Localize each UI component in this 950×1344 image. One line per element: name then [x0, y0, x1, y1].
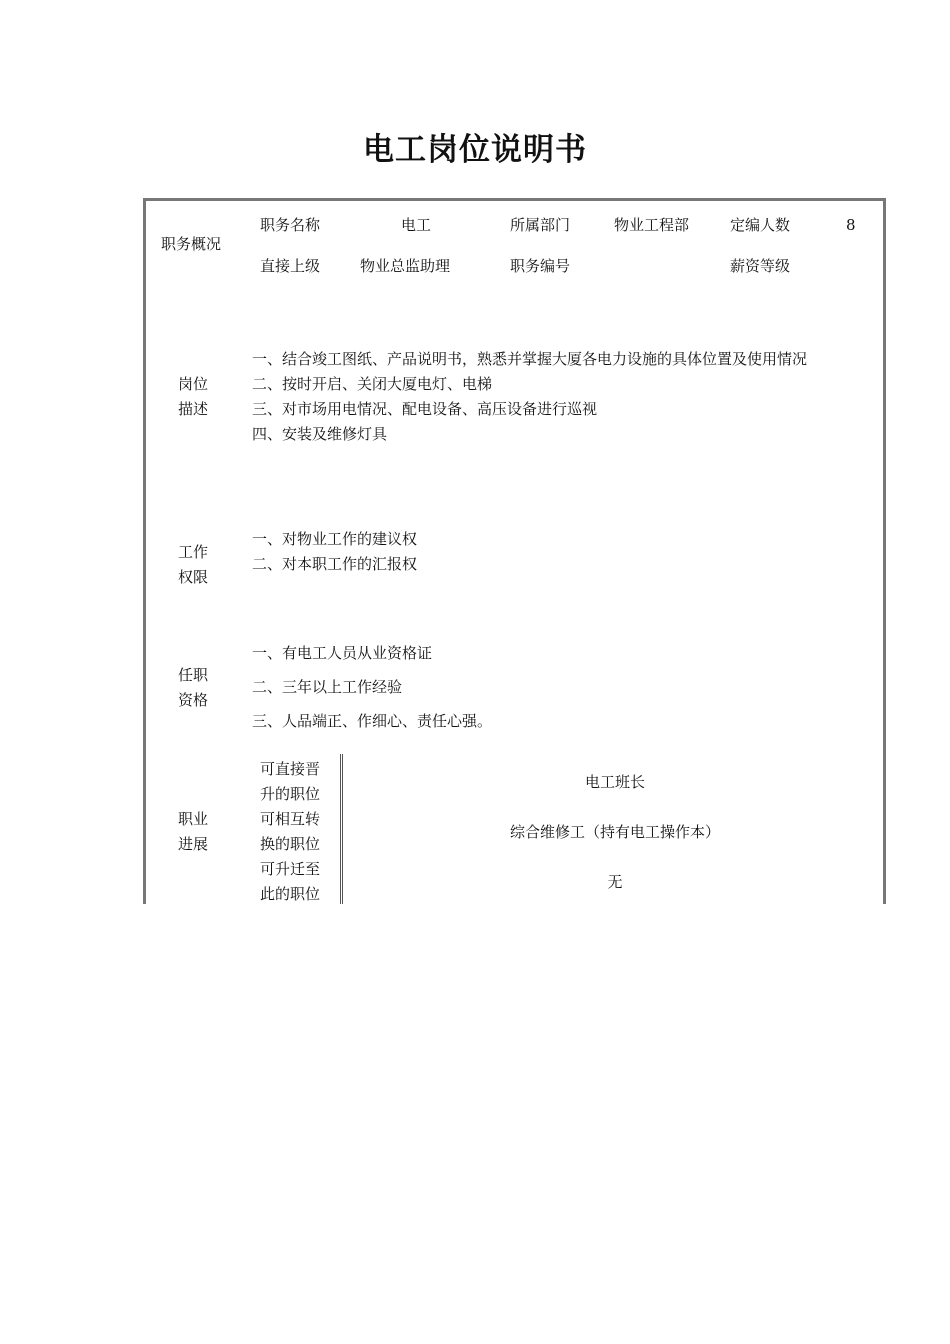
career-row-label-line2: 换的职位: [260, 835, 321, 853]
description-item: 三、对市场用电情况、配电设备、高压设备进行巡视: [252, 400, 598, 418]
qualification-item: 三、人品端正、作细心、责任心强。: [252, 712, 493, 730]
job-name-label: 职务名称: [260, 216, 321, 234]
career-row-label-line2: 此的职位: [260, 885, 321, 903]
overview-section-label: 职务概况: [161, 235, 222, 253]
career-row-label-line1: 可相互转: [260, 810, 321, 828]
job-code-label: 职务编号: [510, 257, 571, 275]
salary-grade-label: 薪资等级: [730, 257, 791, 275]
career-row-value: 电工班长: [584, 773, 645, 791]
qualification-label-line1: 任职: [178, 666, 209, 684]
career-row-label-line1: 可升迁至: [260, 860, 321, 878]
department-value: 物业工程部: [614, 216, 690, 234]
supervisor-value: 物业总监助理: [360, 257, 451, 275]
job-description-table: [143, 198, 886, 904]
career-row-value: 无: [607, 873, 623, 891]
headcount-value: 8: [846, 216, 856, 234]
qualification-item: 一、有电工人员从业资格证: [252, 644, 433, 662]
qualification-item: 二、三年以上工作经验: [252, 678, 403, 696]
career-row-value: 综合维修工（持有电工操作本）: [509, 823, 720, 841]
job-name-value: 电工: [400, 216, 431, 234]
authority-label-line2: 权限: [178, 568, 209, 586]
career-column-divider: [340, 754, 343, 904]
department-label: 所属部门: [510, 216, 571, 234]
headcount-label: 定编人数: [730, 216, 791, 234]
document-title: 电工岗位说明书: [363, 132, 587, 168]
career-label-line2: 进展: [178, 835, 209, 853]
career-label-line1: 职业: [178, 810, 209, 828]
description-item: 二、按时开启、关闭大厦电灯、电梯: [252, 375, 493, 393]
description-label-line2: 描述: [178, 400, 209, 418]
authority-item: 二、对本职工作的汇报权: [252, 555, 418, 573]
description-item: 四、安装及维修灯具: [252, 425, 388, 443]
authority-label-line1: 工作: [178, 543, 209, 561]
supervisor-label: 直接上级: [260, 257, 321, 275]
qualification-label-line2: 资格: [178, 691, 209, 709]
description-label-line1: 岗位: [178, 375, 209, 393]
career-row-label-line1: 可直接晋: [260, 760, 321, 778]
authority-item: 一、对物业工作的建议权: [252, 530, 418, 548]
career-row-label-line2: 升的职位: [260, 785, 321, 803]
description-item: 一、结合竣工图纸、产品说明书，熟悉并掌握大厦各电力设施的具体位置及使用情况: [252, 350, 808, 368]
